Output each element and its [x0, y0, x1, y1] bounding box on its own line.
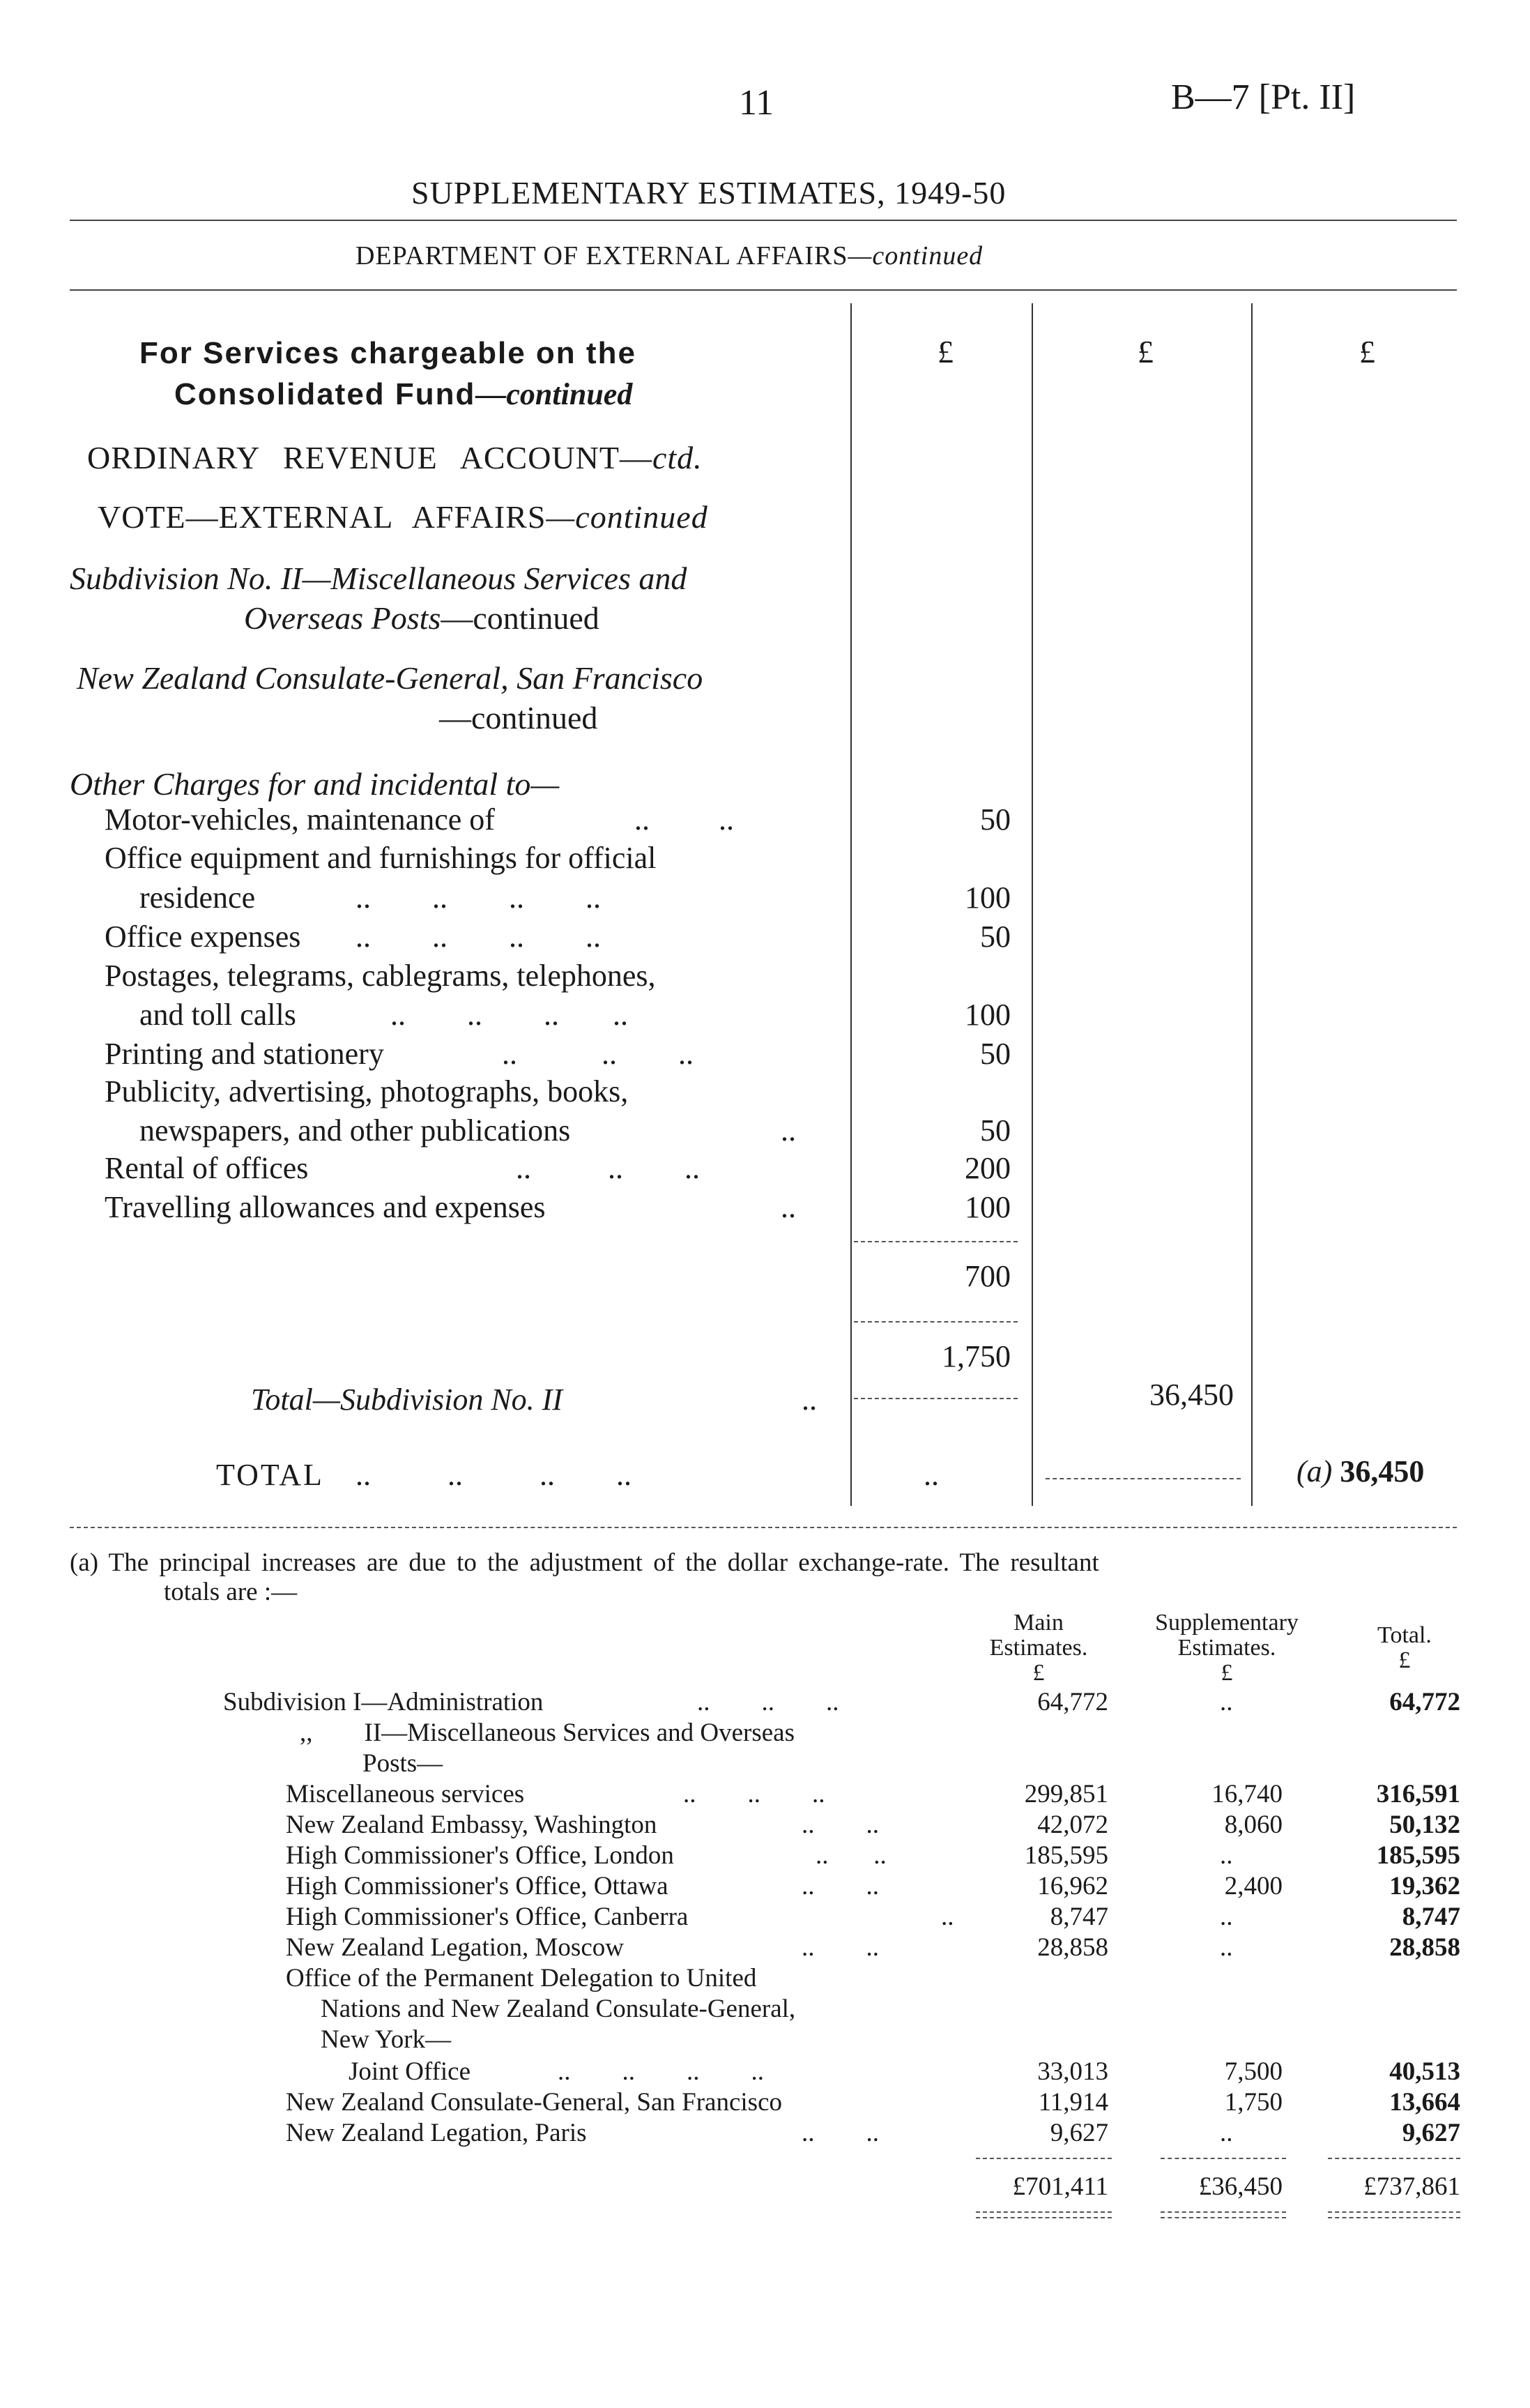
charge-amount: 50 [980, 802, 1011, 837]
title-rule [70, 220, 1457, 221]
charge-label: Publicity, advertising, photographs, books, [105, 1074, 629, 1108]
leader-dots: .. .. .. .. [355, 1458, 632, 1492]
subtotal-rule [854, 1241, 1018, 1242]
summary-supp: 7,500 [1224, 2057, 1283, 2086]
summary-row-label: New Zealand Consulate-General, San Francisco [286, 2088, 782, 2117]
summary-supp: .. [1220, 1933, 1233, 1962]
summary-total-rule [1328, 2158, 1460, 2159]
grand-total-rule [1046, 1478, 1241, 1479]
leader-dots: .. .. .. .. [355, 920, 601, 954]
leader-dots: .. .. .. [516, 1151, 700, 1185]
charge-label: Motor-vehicles, maintenance of [105, 802, 495, 837]
summary-total: 64,772 [1389, 1688, 1460, 1716]
summary-supp-total: £36,450 [1198, 2172, 1283, 2201]
double-rule [976, 2217, 1112, 2218]
subtotal-amount: 700 [965, 1259, 1011, 1293]
leader-dots: .. .. [634, 802, 734, 837]
post-heading-line1: New Zealand Consulate-General, San Francisco [77, 660, 703, 696]
charge-amount: 200 [965, 1151, 1011, 1185]
summary-main: 64,772 [1037, 1688, 1108, 1716]
subtotal-amount: 1,750 [942, 1339, 1011, 1373]
summary-row-label: New Zealand Legation, Paris [286, 2119, 587, 2147]
charge-amount: 50 [980, 1113, 1011, 1148]
summary-supp: .. [1220, 1841, 1233, 1870]
total-subdivision-label: Total—Subdivision No. II [251, 1382, 563, 1417]
leader-dots: .. .. [802, 1933, 879, 1962]
grand-total-value: (a) 36,450 [1296, 1454, 1425, 1488]
charge-label-continued: newspapers, and other publications [139, 1113, 571, 1148]
charge-label: Printing and stationery [105, 1037, 384, 1071]
subtotal-rule [854, 1321, 1018, 1323]
summary-supp: .. [1220, 2119, 1233, 2147]
charge-label: Postages, telegrams, cablegrams, telephones, [105, 959, 656, 993]
summary-main: 9,627 [1050, 2119, 1108, 2147]
summary-row-label: High Commissioner's Office, Canberra [286, 1903, 689, 1931]
double-rule [976, 2211, 1112, 2213]
document-reference: B—7 [Pt. II] [1171, 77, 1356, 117]
summary-main: 33,013 [1037, 2057, 1108, 2086]
column-header-pound: £ [1138, 334, 1154, 369]
double-rule [1161, 2211, 1286, 2213]
double-rule [1328, 2217, 1460, 2218]
summary-supp: 16,740 [1211, 1780, 1283, 1808]
summary-total: 9,627 [1402, 2119, 1460, 2147]
charge-amount: 50 [980, 920, 1011, 954]
summary-row-label: New Zealand Legation, Moscow [286, 1933, 624, 1962]
charge-label: Travelling allowances and expenses [105, 1190, 546, 1224]
leader-dots: .. .. [816, 1841, 887, 1870]
column-header-pound: £ [1359, 334, 1375, 369]
summary-total-rule [1161, 2158, 1286, 2159]
department-heading: DEPARTMENT OF EXTERNAL AFFAIRS—continued [355, 241, 984, 270]
summary-main: 28,858 [1037, 1933, 1108, 1962]
summary-total: 13,664 [1389, 2088, 1460, 2117]
summary-total: 40,513 [1389, 2057, 1460, 2086]
leader-dots: .. .. [802, 1872, 879, 1900]
summary-grand-total: £737,861 [1363, 2172, 1460, 2201]
page-title: SUPPLEMENTARY ESTIMATES, 1949-50 [411, 175, 1007, 211]
summary-row-label: ,, II—Miscellaneous Services and Overseas [300, 1719, 795, 1747]
total-header: Total. £ [1377, 1622, 1432, 1673]
double-rule [1328, 2211, 1460, 2213]
header-rule [70, 289, 1457, 291]
summary-main: 42,072 [1037, 1811, 1108, 1839]
double-rule [1161, 2217, 1286, 2218]
charge-amount: 100 [965, 1190, 1011, 1224]
charge-label: Rental of offices [105, 1151, 309, 1185]
charge-amount: 50 [980, 1037, 1011, 1071]
summary-total: 19,362 [1389, 1872, 1460, 1900]
section-heading-line1: For Services chargeable on the [139, 336, 636, 370]
other-charges-heading: Other Charges for and incidental to— [70, 766, 560, 802]
total-subdivision-amount: 36,450 [1149, 1378, 1234, 1412]
column-separator [1251, 303, 1253, 1506]
summary-supp: 8,060 [1224, 1811, 1283, 1839]
supplementary-estimates-header: Supplementary Estimates. £ [1155, 1610, 1299, 1686]
summary-main: 16,962 [1037, 1872, 1108, 1900]
summary-total: 185,595 [1376, 1841, 1460, 1870]
leader-dots: .. [781, 1190, 796, 1224]
column-separator [1032, 303, 1033, 1506]
summary-supp: .. [1220, 1903, 1233, 1931]
summary-supp: 2,400 [1224, 1872, 1283, 1900]
account-heading: ORDINARY REVENUE ACCOUNT—ctd. [87, 440, 703, 475]
summary-main: 185,595 [1024, 1841, 1108, 1870]
summary-main: 299,851 [1024, 1780, 1108, 1808]
summary-total: 316,591 [1376, 1780, 1460, 1808]
post-heading-line2: —continued [439, 700, 598, 736]
charge-label: Office equipment and furnishings for official [105, 841, 657, 875]
summary-row-label: Posts— [362, 1749, 443, 1778]
summary-row-label: Subdivision I—Administration [223, 1688, 544, 1716]
charge-amount: 100 [965, 998, 1011, 1032]
leader-dots: .. .. [802, 2119, 879, 2147]
subdivision-heading-line1: Subdivision No. II—Miscellaneous Services and [70, 561, 687, 596]
charge-amount: 100 [965, 881, 1011, 915]
summary-row-label: Miscellaneous services [286, 1780, 525, 1808]
summary-main: 8,747 [1050, 1903, 1108, 1931]
leader-dots: .. [941, 1903, 954, 1931]
page-number: 11 [739, 83, 774, 123]
leader-dots: .. .. .. .. [355, 881, 601, 915]
grand-total-dots: .. [924, 1458, 939, 1492]
summary-row-label: High Commissioner's Office, London [286, 1841, 674, 1870]
summary-main-total: £701,411 [1012, 2172, 1108, 2201]
total-rule [854, 1398, 1018, 1399]
charge-label-continued: residence [139, 881, 256, 915]
summary-row-label: High Commissioner's Office, Ottawa [286, 1872, 668, 1900]
summary-total: 28,858 [1389, 1933, 1460, 1962]
column-header-pound: £ [938, 334, 954, 369]
summary-row-label: Nations and New Zealand Consulate-General, [321, 1995, 796, 2023]
summary-main: 11,914 [1038, 2088, 1108, 2117]
footnote-line1: (a) The principal increases are due to the adjustment of the dollar exchange-rate. The resultant [70, 1548, 1099, 1577]
leader-dots: .. .. .. .. [390, 998, 628, 1032]
leader-dots: .. [781, 1113, 796, 1148]
summary-total-rule [976, 2158, 1112, 2159]
leader-dots: .. .. .. .. [558, 2057, 764, 2086]
table-bottom-rule [70, 1527, 1457, 1528]
grand-total-label: TOTAL [216, 1458, 324, 1492]
leader-dots: .. .. .. [683, 1780, 825, 1808]
charge-label: Office expenses [105, 920, 301, 954]
summary-row-label: Office of the Permanent Delegation to United [286, 1964, 757, 1992]
summary-row-label: Joint Office [349, 2057, 471, 2086]
leader-dots: .. [802, 1382, 817, 1417]
summary-row-label: New York— [321, 2025, 452, 2054]
summary-total: 50,132 [1389, 1811, 1460, 1839]
charge-label-continued: and toll calls [139, 998, 296, 1032]
summary-total: 8,747 [1402, 1903, 1460, 1931]
subdivision-heading-line2: Overseas Posts—continued [244, 600, 599, 636]
main-estimates-header: Main Estimates. £ [989, 1610, 1088, 1686]
vote-heading: VOTE—EXTERNAL AFFAIRS—continued [98, 499, 708, 535]
summary-supp: 1,750 [1224, 2088, 1283, 2117]
leader-dots: .. .. .. [697, 1688, 839, 1716]
summary-supp: .. [1220, 1688, 1233, 1716]
footnote-line2: totals are :— [164, 1578, 298, 1606]
summary-row-label: New Zealand Embassy, Washington [286, 1811, 657, 1839]
leader-dots: .. .. .. [502, 1037, 694, 1071]
column-separator [850, 303, 852, 1506]
leader-dots: .. .. [802, 1811, 879, 1839]
section-heading-line2: Consolidated Fund—continued [174, 377, 633, 411]
